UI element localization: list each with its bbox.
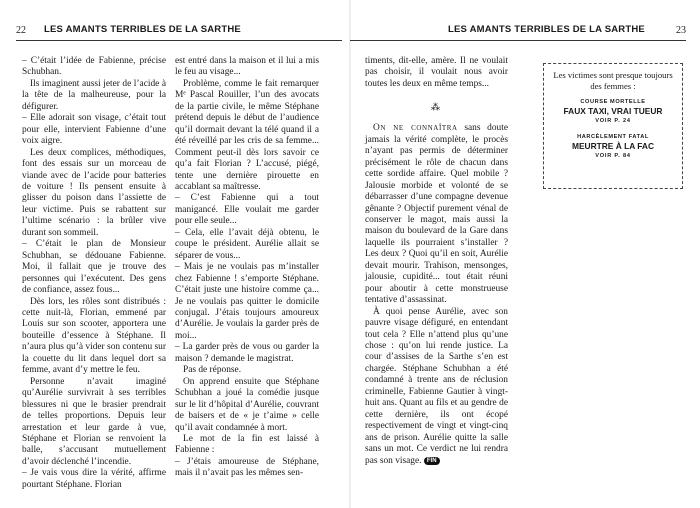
paragraph: est entré dans la maison et il lui a mis le feu au visage... — [175, 56, 319, 78]
final-text: À quoi pense Aurélie, avec son pauvre visage défiguré, en entendant tout cela ? Elle n’attend plus qu’une chose : qu’on lui rende justice. La cour d’assises de la Sarthe s’en est chargée. Stéphane Schubhan a été condamné à trente ans de réclusion criminelle, Fabienne Gautier à vingt-huit ans. Quant au fils et au gendre de cette dernière, ils ont écopé respectivement de vingt et vingt-cinq ans de prison. Aurélie quitte la salle sans un mot. Ce verdict ne lui rendra pas son visage. — [365, 306, 508, 466]
related-stories-box — [543, 63, 683, 189]
section-separator: ⁂ — [431, 102, 442, 113]
text-column-3 — [365, 56, 508, 467]
related-story-headline: FAUX TAXI, VRAI TUEUR — [563, 106, 663, 116]
paragraph: – C’était l’idée de Fabienne, précise Schubhan. — [22, 56, 166, 78]
paragraph: – Je vais vous dire la vérité, affirme pourtant Stéphane. Florian — [22, 468, 166, 490]
header-rule-left — [16, 40, 342, 41]
paragraph: Problème, comme le fait remarquer Mᵉ Pascal Rouiller, l’un des avocats de la partie civile, le même Stéphane prétend depuis le début de l’audience qu’il dormait devant la télé quand il a été réveillé par les cris de sa femme... Comment peut-il dès lors savoir ce qu’a fait Florian ? L’accusé, piégé, tente une dernière pirouette en accablant sa maîtresse. — [175, 78, 319, 192]
paragraph: Les deux complices, méthodiques, font des essais sur un morceau de viande avec de l’acide pour batteries de voiture ! Ils pensent ensuite à glisser du poison dans l’assiette de leur victime. Puis se rabattent sur l’ultime scénario : la brûler vive durant son sommeil. — [22, 147, 166, 238]
right-page — [350, 0, 700, 508]
paragraph: – J’étais amoureuse de Stéphane, mais il n’avait pas les mêmes sen- — [175, 456, 319, 479]
paragraph: – Mais je ne voulais pas m’installer chez Fabienne ! s’emporte Stéphane. C’était juste une histoire comme ça... Je ne voulais pas quitter le domicile conjugal. J’étais toujours amoureux d’Aurélie. Je voulais la garder près de moi... — [175, 262, 319, 341]
paragraph-final — [365, 307, 508, 467]
paragraph: – Cela, elle l’avait déjà obtenu, le coupe le président. Aurélie allait se séparer de vous... — [175, 227, 319, 261]
related-story-kicker: HARCÈLEMENT FATAL — [577, 134, 649, 140]
right-page-header — [350, 24, 686, 40]
related-story-2[interactable] — [548, 134, 678, 161]
paragraph: – Elle adorait son visage, c’était tout pour elle, intervient Fabienne d’une voix aigre. — [22, 113, 166, 147]
lead-text: sans doute jamais la vérité complète, le procès n’ayant pas permis de déterminer précisément le rôle de chacun dans cette sordide affaire. Quel mobile ? Jalousie morbide et volonté de se débarrasser d’une compagne devenue gênante ? Objectif purement vénal de conserver le magot, mais aussi la maison du boulevard de la Gare dans laquelle ils pourraient s’installer ? Les deux ? Quoi qu’il en soit, Aurélie devait mourir. Trahison, mensonges, jalousie, cupidité... tout était réuni pour aboutir à cette monstrueuse tentative d’assassinat. — [365, 123, 508, 306]
paragraph: – C’est Fabienne qui a tout manigancé. Elle voulait me garder pour elle seule... — [175, 193, 319, 227]
header-rule-right — [350, 40, 686, 41]
left-page-header — [16, 24, 342, 40]
running-title-left: LES AMANTS TERRIBLES DE LA SARTHE — [44, 24, 241, 35]
related-story-headline: MEURTRE À LA FAC — [571, 141, 655, 151]
paragraph: – C’était le plan de Monsieur Schubhan, se dédouane Fabienne. Moi, il fallait que je trouve des personnes qui l’exécutent. Des gens de confiance, assez fous... — [22, 239, 166, 296]
paragraph: Pas de réponse. — [183, 365, 242, 376]
text-column-1 — [22, 56, 166, 491]
text-column-2 — [175, 56, 319, 480]
paragraph: Ils imaginent aussi jeter de l’acide à la tête de la malheureuse, pour la défigurer. — [22, 78, 166, 112]
paragraph: Le mot de la fin est laissé à Fabienne : — [175, 433, 319, 456]
running-title-right: LES AMANTS TERRIBLES DE LA SARTHE — [448, 24, 645, 35]
related-story-kicker: COURSE MORTELLE — [580, 99, 646, 105]
related-stories-intro: Les victimes sont presque toujours des femmes : — [553, 70, 673, 91]
paragraph-lead — [365, 123, 508, 306]
lead-smallcaps: On ne connaîtra — [373, 123, 458, 134]
related-story-1[interactable] — [548, 99, 678, 126]
page-number-right: 23 — [676, 25, 686, 36]
paragraph: On apprend ensuite que Stéphane Schubhan a joué la comédie jusque sur le lit d’hôpital d’Aurélie, couvrant de baisers et de « je t’aime » celle qu’il avait condamnée à mort. — [175, 376, 319, 433]
paragraph: Dès lors, les rôles sont distribués : cette nuit-là, Florian, emmené par Louis sur son scooter, apportera une bouteille d’essence à Stéphane. Il n’aura plus qu’à vider son contenu sur la couette du lit dans lequel dort sa femme, avant d’y mettre le feu. — [22, 296, 166, 376]
page-number-left: 22 — [16, 25, 26, 36]
paragraph: Personne n’avait imaginé qu’Aurélie survivrait à ses terribles blessures ni que le brasier prendrait de telles proportions. Depuis leur arrestation et leur garde à vue, Stéphane et Florian se renvoient la balle, s’accusant mutuellement d’avoir déclenché l’incendie. — [22, 376, 166, 467]
paragraph: – La garder près de vous ou garder la maison ? demande le magistrat. — [175, 342, 319, 364]
related-story-page-ref: VOIR P. 24 — [595, 118, 631, 124]
related-story-page-ref: VOIR P. 84 — [595, 153, 631, 159]
end-badge: FIN — [424, 457, 440, 465]
paragraph: timents, dit-elle, amère. Il ne voulait pas choisir, il voulait nous avoir toutes les deux en même temps... — [365, 56, 508, 89]
